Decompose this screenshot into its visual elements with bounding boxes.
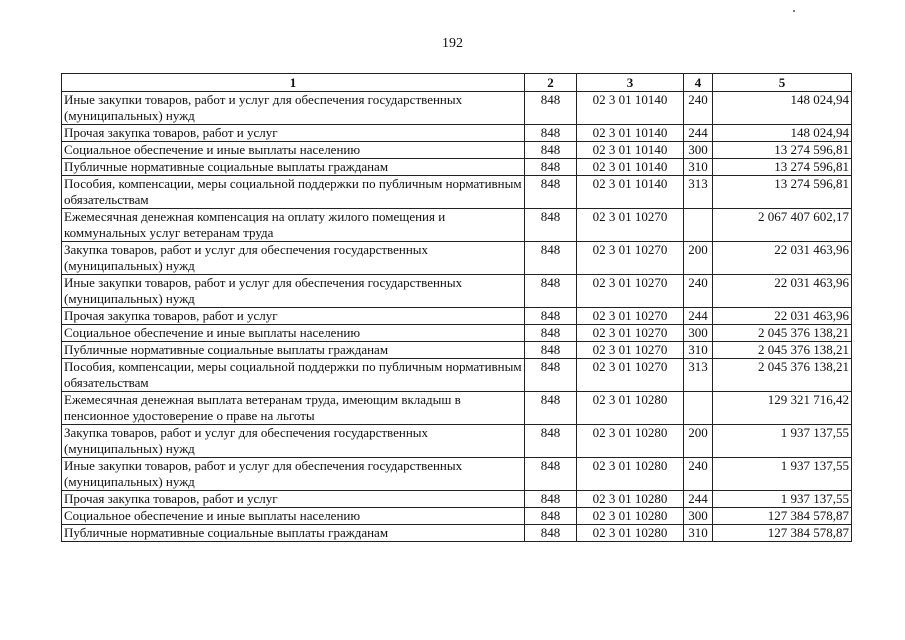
amount: 2 045 376 138,21 [713, 342, 852, 359]
target-code: 02 3 01 10270 [577, 209, 684, 242]
page-number: 192 [442, 36, 463, 51]
item-name: Социальное обеспечение и иные выплаты населению [62, 325, 525, 342]
target-code: 02 3 01 10280 [577, 458, 684, 491]
item-name: Публичные нормативные социальные выплаты гражданам [62, 342, 525, 359]
amount: 22 031 463,96 [713, 275, 852, 308]
amount: 1 937 137,55 [713, 491, 852, 508]
column-header-expense-type: 4 [684, 74, 713, 92]
column-header-target-code: 3 [577, 74, 684, 92]
amount: 22 031 463,96 [713, 308, 852, 325]
target-code: 02 3 01 10270 [577, 325, 684, 342]
item-name: Пособия, компенсации, меры социальной поддержки по публичным нормативным обязательствам [62, 176, 525, 209]
item-name: Публичные нормативные социальные выплаты гражданам [62, 159, 525, 176]
grbs-code: 848 [525, 458, 577, 491]
table-row [62, 275, 852, 308]
column-header-grbs: 2 [525, 74, 577, 92]
target-code: 02 3 01 10140 [577, 142, 684, 159]
grbs-code: 848 [525, 525, 577, 542]
grbs-code: 848 [525, 342, 577, 359]
item-name: Социальное обеспечение и иные выплаты населению [62, 142, 525, 159]
expense-type-code: 240 [684, 458, 713, 491]
grbs-code: 848 [525, 275, 577, 308]
expense-type-code: 240 [684, 92, 713, 125]
item-name: Пособия, компенсации, меры социальной поддержки по публичным нормативным обязательствам [62, 359, 525, 392]
item-name: Закупка товаров, работ и услуг для обеспечения государственных (муниципальных) нужд [62, 242, 525, 275]
amount: 2 045 376 138,21 [713, 359, 852, 392]
amount: 2 067 407 602,17 [713, 209, 852, 242]
grbs-code: 848 [525, 392, 577, 425]
column-header-amount: 5 [713, 74, 852, 92]
table-row [62, 209, 852, 242]
grbs-code: 848 [525, 209, 577, 242]
item-name: Прочая закупка товаров, работ и услуг [62, 308, 525, 325]
grbs-code: 848 [525, 508, 577, 525]
grbs-code: 848 [525, 325, 577, 342]
table-row [62, 242, 852, 275]
column-header-name: 1 [62, 74, 525, 92]
table-row [62, 176, 852, 209]
table-row [62, 325, 852, 342]
table-row [62, 392, 852, 425]
amount: 148 024,94 [713, 92, 852, 125]
expense-type-code: 310 [684, 159, 713, 176]
target-code: 02 3 01 10280 [577, 491, 684, 508]
table-row [62, 92, 852, 125]
item-name: Ежемесячная денежная компенсация на оплату жилого помещения и коммунальных услуг ветеранам труда [62, 209, 525, 242]
amount: 13 274 596,81 [713, 159, 852, 176]
item-name: Иные закупки товаров, работ и услуг для обеспечения государственных (муниципальных) нужд [62, 92, 525, 125]
amount: 1 937 137,55 [713, 425, 852, 458]
expense-type-code: 200 [684, 242, 713, 275]
expense-type-code [684, 392, 713, 425]
table-row [62, 308, 852, 325]
grbs-code: 848 [525, 491, 577, 508]
expense-type-code: 300 [684, 325, 713, 342]
item-name: Иные закупки товаров, работ и услуг для обеспечения государственных (муниципальных) нужд [62, 458, 525, 491]
table-row [62, 342, 852, 359]
amount: 2 045 376 138,21 [713, 325, 852, 342]
budget-table [61, 73, 852, 542]
amount: 13 274 596,81 [713, 176, 852, 209]
expense-type-code: 300 [684, 142, 713, 159]
expense-type-code: 244 [684, 125, 713, 142]
target-code: 02 3 01 10280 [577, 392, 684, 425]
amount: 148 024,94 [713, 125, 852, 142]
expense-type-code: 200 [684, 425, 713, 458]
grbs-code: 848 [525, 308, 577, 325]
table-row [62, 359, 852, 392]
target-code: 02 3 01 10140 [577, 176, 684, 209]
table-row [62, 491, 852, 508]
table-header-row [62, 74, 852, 92]
scan-speck [793, 10, 795, 12]
target-code: 02 3 01 10140 [577, 92, 684, 125]
grbs-code: 848 [525, 142, 577, 159]
table-row [62, 425, 852, 458]
grbs-code: 848 [525, 125, 577, 142]
amount: 129 321 716,42 [713, 392, 852, 425]
expense-type-code: 310 [684, 342, 713, 359]
table-row [62, 125, 852, 142]
grbs-code: 848 [525, 92, 577, 125]
grbs-code: 848 [525, 176, 577, 209]
item-name: Иные закупки товаров, работ и услуг для обеспечения государственных (муниципальных) нужд [62, 275, 525, 308]
expense-type-code: 244 [684, 308, 713, 325]
target-code: 02 3 01 10280 [577, 508, 684, 525]
target-code: 02 3 01 10270 [577, 342, 684, 359]
table-row [62, 159, 852, 176]
item-name: Социальное обеспечение и иные выплаты населению [62, 508, 525, 525]
grbs-code: 848 [525, 159, 577, 176]
expense-type-code: 300 [684, 508, 713, 525]
grbs-code: 848 [525, 359, 577, 392]
item-name: Ежемесячная денежная выплата ветеранам труда, имеющим вкладыш в пенсионное удостоверение о праве на льготы [62, 392, 525, 425]
amount: 13 274 596,81 [713, 142, 852, 159]
item-name: Публичные нормативные социальные выплаты гражданам [62, 525, 525, 542]
table-row [62, 508, 852, 525]
target-code: 02 3 01 10270 [577, 359, 684, 392]
target-code: 02 3 01 10270 [577, 242, 684, 275]
target-code: 02 3 01 10270 [577, 275, 684, 308]
item-name: Прочая закупка товаров, работ и услуг [62, 491, 525, 508]
amount: 127 384 578,87 [713, 525, 852, 542]
table-row [62, 142, 852, 159]
target-code: 02 3 01 10280 [577, 525, 684, 542]
grbs-code: 848 [525, 242, 577, 275]
table-row [62, 458, 852, 491]
amount: 1 937 137,55 [713, 458, 852, 491]
target-code: 02 3 01 10270 [577, 308, 684, 325]
item-name: Прочая закупка товаров, работ и услуг [62, 125, 525, 142]
expense-type-code: 310 [684, 525, 713, 542]
item-name: Закупка товаров, работ и услуг для обеспечения государственных (муниципальных) нужд [62, 425, 525, 458]
expense-type-code: 244 [684, 491, 713, 508]
target-code: 02 3 01 10140 [577, 159, 684, 176]
expense-type-code: 313 [684, 176, 713, 209]
target-code: 02 3 01 10280 [577, 425, 684, 458]
target-code: 02 3 01 10140 [577, 125, 684, 142]
expense-type-code: 240 [684, 275, 713, 308]
expense-type-code: 313 [684, 359, 713, 392]
expense-type-code [684, 209, 713, 242]
grbs-code: 848 [525, 425, 577, 458]
amount: 22 031 463,96 [713, 242, 852, 275]
table-row [62, 525, 852, 542]
amount: 127 384 578,87 [713, 508, 852, 525]
